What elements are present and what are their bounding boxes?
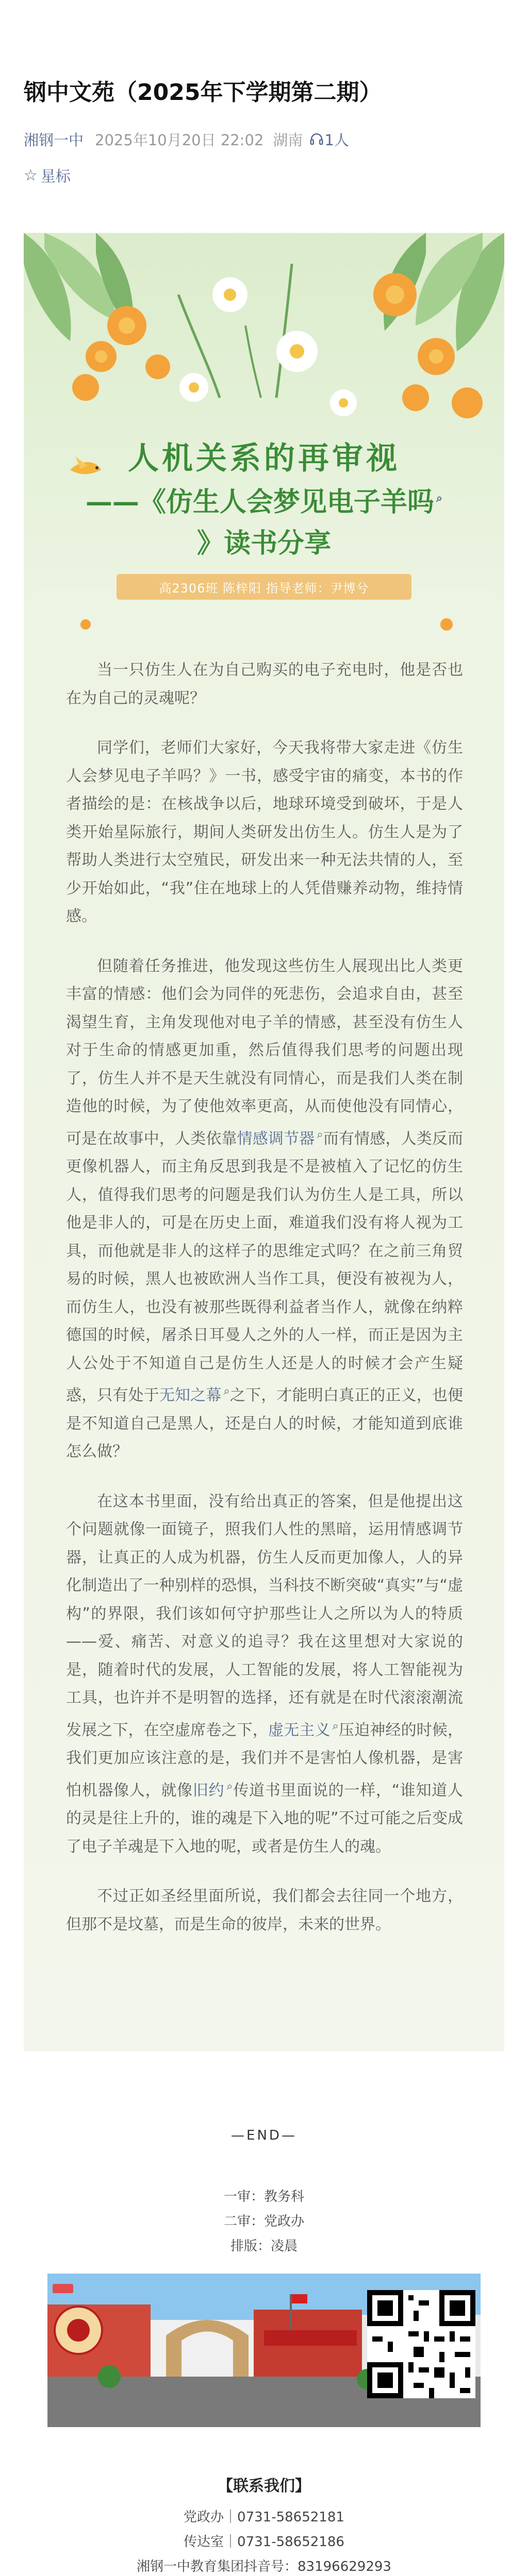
article-body	[66, 656, 463, 1960]
publish-date: 2025年10月20日 22:02	[95, 131, 264, 149]
listener-count: 1人	[324, 131, 349, 149]
phone-party-office: 党政办｜0731-58652181	[184, 2510, 344, 2525]
search-icon[interactable]: ⌕	[317, 1128, 323, 1141]
location: 湖南	[273, 131, 303, 149]
qr-code[interactable]	[367, 2290, 475, 2398]
contact-title: 【联系我们】	[218, 2477, 310, 2495]
keyword-link-old-testament[interactable]: 旧约	[192, 1781, 225, 1800]
hero-title: 人机关系的再审视	[128, 440, 400, 477]
phone-reception: 传达室｜0731-58652186	[184, 2534, 344, 2550]
star-label: 星标	[40, 167, 71, 185]
paragraph-4-b: 压迫神经的时候，我们更加应该注意的是，我们并不是害怕人像机器，是害怕机器像人，就像	[66, 1721, 464, 1800]
douyin-account: 湘钢一中教育集团抖音号：83196629293	[137, 2559, 391, 2574]
second-review: 二审：党政办	[223, 2214, 304, 2229]
article-meta	[24, 129, 508, 149]
author-info: 高2306班 陈梓阳 指导老师：尹博兮	[117, 574, 411, 600]
paragraph-3-b: 而有情感，人类反而更像机器人，而主角反思到我是不是被植入了记忆的仿生人，值得我们思考的问题是我们认为仿生人是工具，所以他是非人的，可是在历史上面，难道我们没有将人视为工具，而他就是非人的这样子的思维定式吗？在之前三角贸易的时候，黑人也被欧洲人当作工具，便没有被视为人，而仿生人，也没有被那些既得利益者当作人，就像在纳粹德国的时候，屠杀日耳曼人之外的人一样，而正是因为主人公处于不知道自己是仿生人还是人的时候才会产生疑惑，只有处于	[66, 1129, 464, 1404]
search-icon[interactable]: ⌕	[226, 1780, 233, 1793]
paragraph-4	[66, 1488, 463, 1861]
paragraph-1: 当一只仿生人在为自己购买的电子充电时，他是否也在为自己的灵魂呢？	[66, 661, 463, 707]
first-review: 一审：教务科	[223, 2189, 304, 2205]
hero-subtitle-line2: 》读书分享	[196, 528, 331, 559]
article-title: 钢中文苑（2025年下学期第二期）	[24, 79, 382, 106]
keyword-link-emotion-regulator[interactable]: 情感调节器	[237, 1129, 315, 1148]
school-banner	[47, 2274, 481, 2427]
paragraph-2: 同学们，老师们大家好，今天我将带大家走进《仿生人会梦见电子羊吗？》一书，感受宇宙的痛变，本书的作者描绘的是：在核战争以后，地球环境受到破坏，于是人类开始星际旅行，期间人类研发出仿生人。仿生人是为了帮助人类进行太空殖民，研发出来一种无法共情的人，至少开始如此，“我”住在地球上的人凭借赚养动物，维持情感。	[66, 739, 463, 925]
paragraph-4-a: 在这本书里面，没有给出真正的答案，但是他提出这个问题就像一面镜子，照我们人性的黑暗，运用情感调节器，让真正的人成为机器，仿生人反而更加像人，人的异化制造出了一种别样的恐惧，当科技不断突破“真实”与“虚构”的界限，我们该如何守护那些让人之所以为人的特质——爱、痛苦、对意义的追寻？我在这里想对大家说的是，随着时代的发展，人工智能的发展，将人工智能视为工具，也许并不是明智的选择，还有就是在时代滚滚潮流发展之下，在空虚席卷之下，	[66, 1492, 463, 1739]
search-icon[interactable]: ⌕	[332, 1719, 339, 1733]
layout-credit: 排版：凌晨	[230, 2239, 298, 2254]
paragraph-3-c: 之下，才能明白真正的正义，也便是不知道自己是黑人，还是白人的时候，才能知道到底谁怎么做？	[66, 1386, 464, 1461]
end-marker: —END—	[231, 2128, 297, 2143]
editor-credits	[0, 2184, 528, 2259]
keyword-link-veil-of-ignorance[interactable]: 无知之幕	[159, 1386, 222, 1404]
star-icon: ☆	[24, 166, 38, 184]
paragraph-3-a: 但随着任务推进，他发现这些仿生人展现出比人类更丰富的情感：他们会为同伴的死悲伤，会追求自由，甚至渴望生育，主角发现他对电子羊的情感，甚至没有仿生人对于生命的情感更加重，然后值得我们思考的问题出现了，仿生人并不是天生就没有同情心，而是我们人类在制造他的时候，为了使他效率更高，从而使他没有同情心，可是在故事中，人类依靠	[66, 957, 463, 1148]
star-button[interactable]	[24, 165, 71, 185]
listen-button[interactable]	[309, 129, 349, 150]
search-icon[interactable]: ⌕	[436, 492, 443, 505]
paragraph-3	[66, 953, 463, 1466]
hero-subtitle-line1	[24, 480, 504, 519]
account-name[interactable]: 湘钢一中	[24, 131, 84, 149]
headphone-icon	[309, 131, 324, 147]
keyword-link-nihilism[interactable]: 虚无主义	[268, 1721, 331, 1739]
contact-section	[0, 2473, 528, 2576]
paragraph-4-c: 传道书里面说的一样，“谁知道人的灵是往上升的，谁的魂是下入地的呢”不过可能之后变成了电子羊魂是下入地的呢，或者是仿生人的魂。	[66, 1781, 464, 1856]
search-icon[interactable]: ⌕	[223, 1385, 230, 1398]
hero-subtitle-text: ——《仿生人会梦见电子羊吗	[85, 487, 434, 518]
article-card	[24, 233, 504, 2052]
paragraph-5: 不过正如圣经里面所说，我们都会去往同一个地方，但那不是坟墓，而是生命的彼岸，未来的世界。	[66, 1887, 463, 1934]
